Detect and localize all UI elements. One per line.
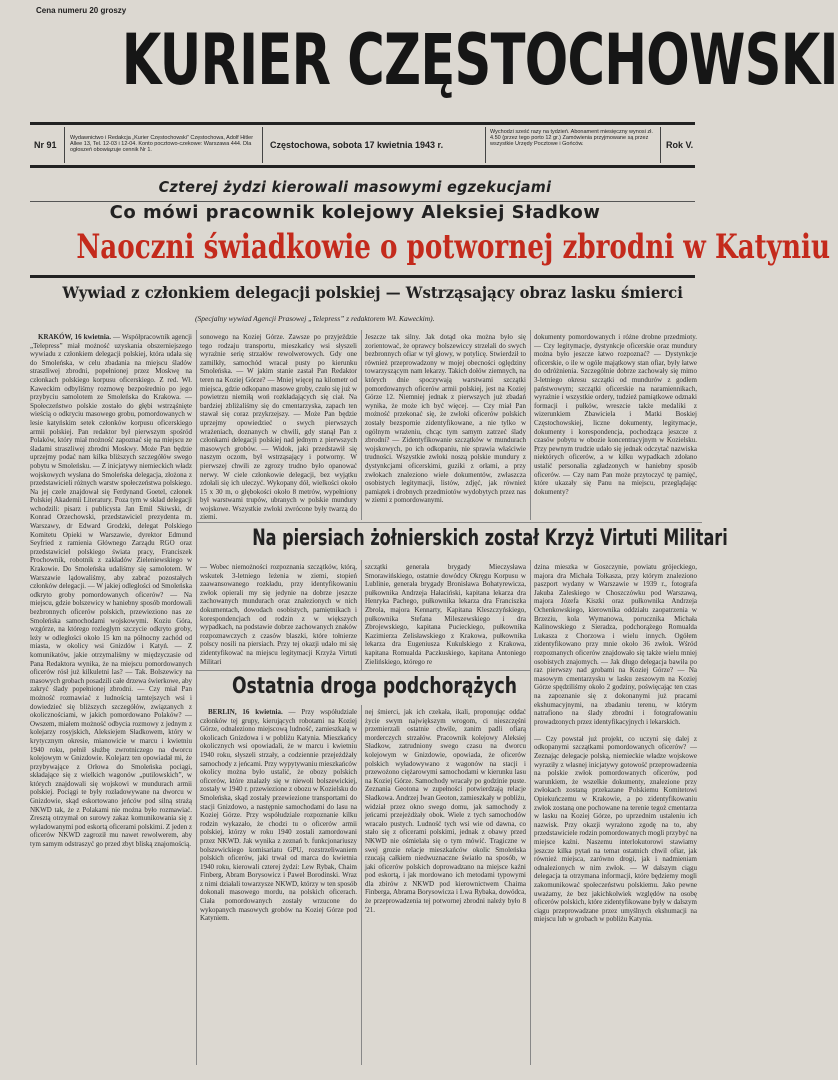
article-column-5: — Wobec niemożności rozpoznania szczątków, którą, wskutek 3-letniego leżenia w ziemi, stopień zaawansowanego rozkładu, przy identyfikowaniu zwłok opierali my się jedynie na dobrze jeszcze zachowanych mundurach oraz znalezionych w nich dokumentach, dowodach osobistych, pamiętnikach i korespondencjach od rodzin z w większych wypadkach, na podstawie dobrze zachowanych znaków rozpoznawczych z czasów blaszki, które tołnierze polscy nosili na piersiach. Przy tej okazji udało mi się zidentyfikować na miejscu legitymacji Krzyża Virtuti Militari [200,563,357,666]
dateline-berlin: BERLIN, 16 kwietnia. [208,708,283,716]
info-bar [30,122,695,168]
publication-year: Rok V. [666,140,694,150]
article-column-8 [200,708,357,1065]
byline: (Specjalny wywiad Agencji Prasowej „Telepress” z redaktorem Wł. Kaweckim). [195,314,435,323]
dateline-krakow: KRAKÓW, 16 kwietnia. [38,333,112,341]
kicker-headline: Czterej żydzi kierowali masowymi egzekucjami [158,178,552,196]
column-7-text: dzina mieszka w Goszczynie, powiatu grójeckiego, majora dra Michała Tołkasza, przy którym znaleziono paszport wydany w Warszawie w 1939 r., fotografa Jakuba Zaleskiego w Choszczówku pod Warszawą, majora Józefa Kiszki oraz pułkownika Andrzeja Ochenkowskiego, kierownika oddziału zaopatrzenia w Brzeziu, kola Wymanowa, porucznika Michała Kalinowskiego z Sieradza, podchorążego Romualda Lukasza z Chorzowa i wielu innych. Ogółem zidentyfikowano przy mnie około 36 zwłok. Wśród rozpoznanych oficerów znajdowało się także wielu mniej osobistych znajomych. — Jak długo delegacja bawiła po raz pierwszy nad grobami na Koziej Górze? — Na masowym cmentarzysku w lasku zeszowym na Koziej Górze spędziliśmy około 2 godziny, poświęcając ten czas na zapoznanie się z dokonanymi już pracami ekshumacyjnymi, na zbadaniu terenu, w którym natrafiono na ślady zbrodni i fotografowaniu prowadzonych przez identyfikacyjnych i lekarskich. [534,563,697,726]
article-column-2: sonowego na Koziej Górze. Zawsze po przyjeździe tego rodzaju transportu, mieszkańcy wsi słyszeli wyraźnie serię strzałów rewolwerowych. Gdy one zamilkły, samochód wracał pusty po kierunku Smoleńska. — W jakim stanie zastał Pan Redaktor teren na Koziej Górze? — Mniej więcej na kilometr od miejsca, gdzie odkopano masowe groby, czuło się już w powietrzu niemiłą woń rozkładających się ciał. Na bardziej zbliżaliśmy się do cmentarzyska, zapach ten stawał się coraz przykrzejszy. — Może Pan będzie uprzejmy opowiedzieć o swych pierwszych wrażeniach, doznanych w chwili, gdy stanął Pan z członkami delegacji polskiej nad jednym z pierwszych masowych grobów. — Widok, jaki przedstawił się naszym oczom, był wstrząsający i potworny. W pierwszej chwili ze zgrozy trudno było opanować nerwy. W ciele członkowie delegacji, bez wyjątku zdołali się ich uleczyć. Wykopany dół, wielkości około 15 x 30 m, o głębokości około 8 metrów, wypełniony był warstwami trupów, ubranych w polskie mundury wojskowe. Wszystkie zwłoki zwrócone były twarzą do ziemi. [200,333,358,522]
main-headline: Naoczni świadkowie o potwornej zbrodni w Katyniu [76,227,830,267]
subscription-info: Wychodzi sześć razy na tydzień. Abonament miesięczny wynosi zł. 4.50 (przez tego porto 12 gr.) Zamówienia przyjmowane są przez wszystkie Urzędy Pocztowe i Gońców. [490,129,653,148]
issue-date: Częstochowa, sobota 17 kwietnia 1943 r. [270,140,444,150]
article-column-4: dokumenty pomordowanych i różne drobne przedmioty. — Czy legitymacje, dystynkcje oficerskie oraz mundury można było jeszcze łatwo rozpoznać? — Dystynkcje oficerskie, o ile w ogóle majątkowy stan ofiar, były łatwe do odróżnienia. Szczególnie dobrze zachowały się mimo 3-letniego okresu szczątki od mundurów z godłem państwowym; szczątki oficerskie na naramiennikach, wyrażnie i wszystkie ordery, tudzież pamiątkowe odznaki formacji i pułków, wreszcie także medaliki z wizerunkiem Zbawiciela i Matki Boskiej Częstochowskiej, liczne dokumenty, legitymacje, dokumenty i korespondencja, pochodząca jeszcze z czasów pobytu w obozie koncentracyjnym w Kozielsku. Przy pewnym trudzie udało się jednak odczytać nazwiska niektórych oficerów, a w kilku wypadkach zdołano ustalić personalia zgładzonych w haniebny sposób oficerów. — Czy nam Pan może przytoczyć tę pamięć, które ukazały się Panu na miejscu, przeglądając dokumenty? [534,333,697,496]
article-column-1 [30,333,192,1065]
article-column-6: szczątki generała brygady Mieczysława Smorawińskiego, ostatnie dowódcy Okręgu Korpusu w Lublinie, generała brygady Bronisława Bohatyrewicza, pułkownika Andrzeja Hałaciński, kapitana lekarza dra Henryka Pachego, pułkownika lekarza dra Franciszka Zbrola, majora Kennarty, Kapitana Kleszczyńskiego, pułkownika Stefana Mileszewskiego i dra Zbrojewskiego, kapitana Pucieckiego, pułkownika Kazimierza Zelisławskiego z Krakowa, pułkownika lekarza dra Eugeniusza Kukulskiego z Krakowa, kapitana Romualda Paczkuskiego, kapitana Antoniego Zielińskiego, którego re [365,563,526,666]
column-8-text: — Przy współudziale członków tej grupy, kierujących robotami na Koziej Górze, odnaleziono miejscową ludność, zamieszkałą w okolicach Gnizdowa i w pobliżu Katynia. Mieszkańcy okolicznych wsi opowiadali, że w marcu i kwietniu 1940 roku, słyszeli strzały, a codziennie przejeżdżały samochody z jeńcami. Przy wypytywaniu mieszkańców okolicy można było ustalić, że obozy polskich oficerów, które znalazły się w niewoli bolszewickiej, zostały w 1940 r. przewiezione z obozu w Kozielsku do Smoleńska, skąd zostały przewiezione transportami do stacji Gnizdowo, a następnie samochodami do lasu na Koziej Górze. Przy współudziale rozpoznanie kilku rodzin wykazało, że chodzi tu o oficerów armii polskiej, którzy w roku 1940 zostali zamordowani przez NKWD. Jak wynika z zeznań b. funkcjonariuszy bolszewickiego komisariatu GPU, rozstrzeliwaniem polskich oficerów, jaki trwał od marca do kwietnia 1940 roku, kierowali czterej żydzi: Lew Rybak, Chaim Finberg, Abram Borysowicz i Paweł Borodinski. Wraz z nimi działali towarzysze NKWD, którzy w ten sposób dokonali masowego mordu, na polskich oficerach. Ciała pomordowanych zostały wrzucone do wykopanych masowych grobów na Koziej Górze pod Katyniem. [200,708,357,923]
issue-number: Nr 91 [34,140,57,150]
publisher-info: Wydawnictwo i Redakcja „Kurier Częstochowski” Częstochowa, Adolf Hitler Allee 13, Tel. 12-03 i 12-04. Konto pocztowo-czekowe: Warszawa 444. Dla ogłoszeń obowiązuje cennik Nr 1. [70,135,254,154]
article-column-9: nej śmierci, jak ich czekała, ikali, proponując oddać życie swym największym wrogom, ci nieszczęśni przemierzali ostatnie chwile, zanim padli ofiarą morderczych strzałów. Pracownik kolejowy Aleksiej Sładkow, zatrudniony swego czasu na dworcu kolejowym w Gnizdowie, opowiada, że oficerów polskich wyładowywano z wagonów na stacji i przewożono ciężarowymi samochodami w kierunku lasu na Koziej Górze. Samochody wracały po godzinie puste. Zeznania Geotona w zupełności potwierdzają relacje Sładkowa. Andrzej Iwan Geoton, zamieszkały w pobliżu, widział przez okno swego domu, jak samochody z jeńcami przejeżdżały obok. Wiele z tych samochodów wracało pustych. Ludność tych wsi wie od dawna, co stało się z oficerami polskimi, jednak z obawy przed NKWD nie ośmielała się o tym mówić. Tragiczne w swej grozie relacje mieszkańców okolic Smoleńska rzucają całkiem niedwuznaczne światło na sposób, w jaki oficerów polskich doprowadzano na miejsce kaźni pod eskortą, i jak mordowano ich metodami typowymi dla zbirów z NKWD pod kierownictwem Chaima Finberga, Abrama Borysowicza i Lwa Rybaka, dowódca, że przeprowadzenia tej potwornej zbrodni należy było 8 '21. [365,708,526,914]
issue-price: Cena numeru 20 groszy [36,6,127,15]
section-headline-last-road: Ostatnia droga podchorążych [232,674,517,699]
deck-headline: Wywiad z członkiem delegacji polskiej — Wstrząsający obraz lasku śmierci [62,283,683,302]
sub-headline: Co mówi pracownik kolejowy Aleksiej Sładkow [109,202,601,223]
column-1-text: — Współpracownik agencji „Telepress” miał możność uzyskania obszerniejszego wywiadu z członkiem delegacji polskiej, która udała się do Smoleńska, w celu zbadania na miejscu śladów straszliwej zbrodni, popełnionej przez Moskwę na członkach polskiego korpusu oficerskiego. Z red. Wł. Kaweckim odbyliśmy rozmowę bezpośrednio po jego przybyciu samolotem ze Smoleńska do Krakowa. — Społeczeństwo polskie zostało do głębi wstrząśnięte wieścią o odkryciu masowego grobu, pomordowanych w lesie katyńskim setek członków korpusu oficerskiego armii polskiej. Pan redaktor był pierwszym spośród Polaków, który miał możność zapoznać się na miejscu ze śladami straszliwej zbrodni Moskwy. Może Pan będzie uprzejmy podać nam kilka bliższych szczegółów swego pobytu w Smoleńsku. — Z inicjatywy niemieckich władz wojskowych wysłana do Smoleńska delegacja, złożona z przedstawicieli różnych warstw społeczeństwa polskiego. Na jej czele znajdował się Ferdynand Goetel, członek Polskiej Akademii Literatury. Poza tym w skład delegacji wchodzili: pisarz i publicysta Jan Emil Skiwski, dr Konrad Orzechowski, przedstawiciel prezydenta m. Warszawy, dr Edward Grodzki, delegat Polskiego Komitetu Opieki w Warszawie, dyrektor Edmund Seyfried z ramienia Głównego Zarządu RGO oraz przedstawiciel polskiego świata pracy, Franciszek Prochownik, robotnik z zakładów Zieleniewskiego w Krakowie. Do Smoleńska udaliśmy się samolotem. W Warszawie lądowaliśmy, aby zabrać pozostałych członków delegacji. — W jakiej odległości od Smoleńska odkryto groby pomordowanych oficerów? — Na miejscu, gdzie bolszewicy w haniebny sposób mordowali bezbronnych oficerów polskich, przewieziono nas ze Smoleńska samochodami wojskowymi. Koziu Góra, wzgórze, na którego rozległym szczycie odkryto groby, leży w odległości około 15 km na północny zachód od miasta, w okolicy wsi Gnizdów i Katyń. — Z komunikatów, jakie otrzymaliśmy w międzyczasie od Pana Redaktora wynika, że na miejscu pomordowanych oficerów rósł już kilkuletni las? — Tak. Bolszewicy na masowych grobach posadzili całe drzewa świerkowe, aby zakryć ślady popełnionej zbrodni. — Czy miał Pan możność rozmawiać z ludnością tamtejszych wsi i dowiedzieć się bliższych szczegółów, związanych z okolicznościami, w jakich pomordowano Polaków? — Owszem, miałem możność odbycia rozmowy z jednym z kolejarzy rosyjskich, Aleksiejem Sładkowem, który w krytycznym okresie, mianowicie w marcu i kwietniu 1940 roku, pełnił służbę zwrotniczego na dworcu kolejowym w Gnizdowie. Kolejarz ten opowiadał mi, że przybywające z Orłowa do Smoleńska pociągi, składające się z wielkich wagonów „putilowskich”, w których znajdowali się wojskowi w mundurach armii polskiej. Pociągi te były rozładowywane na dworcu w Gnizdowie, skąd eskortowano jeńców pod silną strażą NKWD tak, że z Polakami nie można było rozmawiać. Zresztą otrzymał on surowy zakaz komunikowania się z wyładowanymi pod eskortą oficerami polskimi. Z jeden z oficerów NKWD zagroził mu nawet rewolwerem, aby tym samym odstraszyć go przed zbyt bliską znajomością. [30,333,192,849]
article-column-7 [534,563,697,1065]
masthead: KURIER CZĘSTOCHOWSKI [121,19,838,101]
article-column-3: Jeszcze tak silny. Jak dotąd oka można było się zorientować, że oprawcy bolszewiccy strzelali do swych bezbronnych ofiar w tył głowy, w potylicę. Stwierdził to również przeprowadzony w mojej obecności oględziny towarzyszącym nam lekarzy. Takich dołów ziemnych, na których dnie spoczywają warstwami szczątki pomordowanych oficerów armii polskiej, jest na Koziej Górze 12. Niemniej jednak z pierwszych już zbadań wynika, że może ich być więcej. — Czy miał Pan możność przekonać się, że zwłoki oficerów polskich zostały bezspornie zidentyfikowane, a nie tylko w ogólnym wrażeniu, chcąc tym samym zatrzeć ślady zbrodni? — Zidentyfikowanie szczątków w mundurach wojskowych, po ich odkopaniu, nie sprawia właściwie trudności. Wszystkie zwłoki noszą polskie mundury z dystynkcjami oficerskimi, guziki z orłami, a przy zwłokach znaleziono wiele dokumentów, zwłaszcza osobistych legitymacji, listów, zdjęć, jak również pamiątek i drobnych przedmiotów wydobytych przez nas w ziemi z pomordowanymi. [365,333,526,505]
column-10-text: — Czy powstał już projekt, co uczyni się dalej z odkopanymi szczątkami pomordowanych oficerów? — Zeznając delegacje polską, niemieckie władze wojskowe wyraziły z własnej inicjatywy gotowość przeprowadzenia na polskie zwłok pomordowanych oficerów, pod warunkiem, że wszelkie dokumenty, znalezione przy zwłokach zostaną przekazane Polskiemu Komitetowi Opiekuńczemu w Krakowie, a po zidentyfikowaniu zwłok zostaną one pochowane na terenie tegoż cmentarza w lasku na Koziej Górze, po uprzednim ustaleniu ich nazwisk. Przy okazji wyrażono zgodę na to, aby przedstawiciele rodzin pomordowanych mogli przybyć na miejsce kaźni. Naszemu interlokutorowi stawiamy jeszcze kilka pytań na temat ostatnich chwil ofiar, jak również miejsca, zarówno drogi, jak i nadmieniam odnalezionych w nim zwłok. — W dalszym ciągu delegacja ta otrzymana informacji, które będziemy mogli zakomunikować społeczeństwu polskiemu. Jako pewne uważamy, że bez jakichkolwiek względów na osobę oficerów polskich, które zidentyfikowane były w dalszym ciągu przeprowadzane przez umyślnych ekshumacji na miejscu lub w grobach w pobliżu Katynia. [534,734,697,924]
section-headline-virtuti-militari: Na piersiach żołnierskich został Krzyż Virtuti Militari [252,526,728,551]
